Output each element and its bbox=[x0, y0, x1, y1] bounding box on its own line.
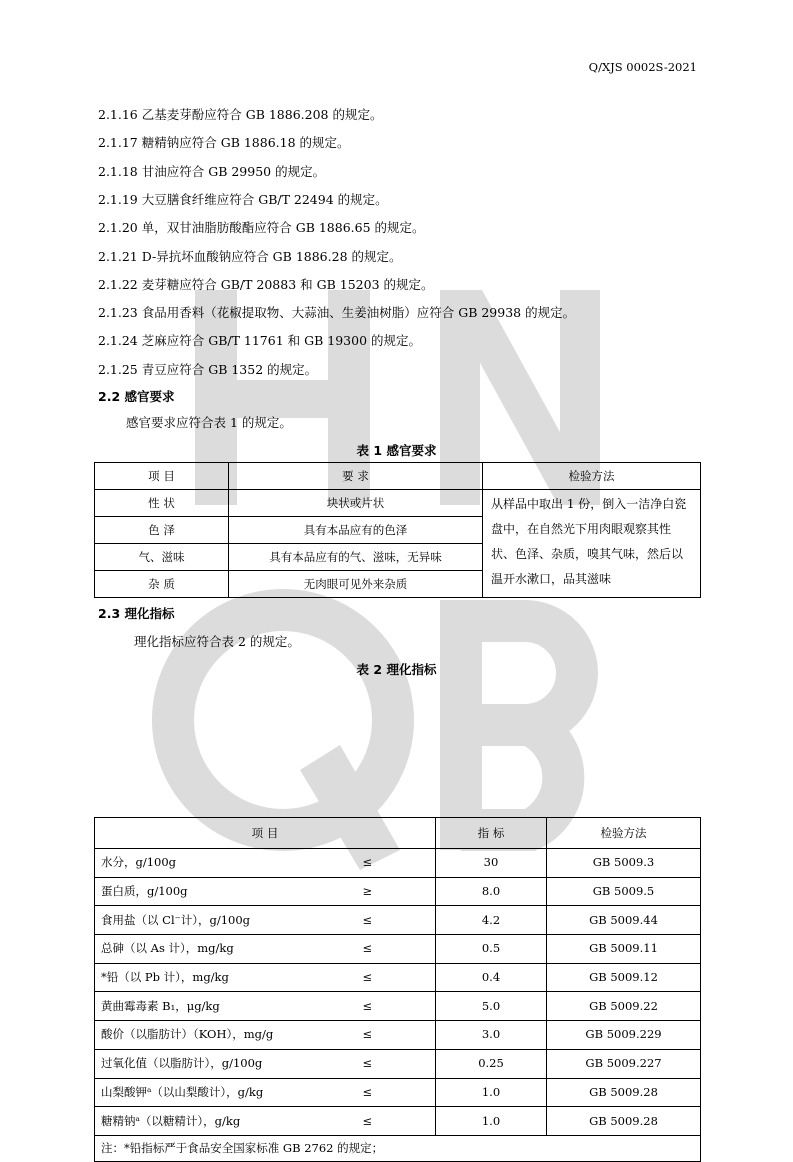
table-cell: GB 5009.28 bbox=[547, 1078, 701, 1107]
table-cell: ≥ bbox=[357, 877, 436, 906]
table-cell: 1.0 bbox=[436, 1078, 547, 1107]
table-cell: GB 5009.22 bbox=[547, 992, 701, 1021]
table-cell: 3.0 bbox=[436, 1021, 547, 1050]
table-cell: ≤ bbox=[357, 935, 436, 964]
section-text-2-2: 感官要求应符合表 1 的规定。 bbox=[126, 415, 292, 430]
table-header: 指 标 bbox=[436, 818, 547, 849]
table-header: 项 目 bbox=[95, 818, 436, 849]
table-row bbox=[95, 906, 701, 935]
table-cell: 总砷（以 As 计），mg/kg bbox=[95, 935, 357, 964]
table-cell-method: 从样品中取出 1 份，倒入一洁净白瓷盘中，在自然光下用肉眼观察其性状、色泽、杂质，嗅其气味，然后以温开水漱口，品其滋味 bbox=[483, 490, 701, 598]
table-header: 要 求 bbox=[229, 463, 483, 490]
table-cell: 0.25 bbox=[436, 1049, 547, 1078]
table-cell: 块状或片状 bbox=[229, 490, 483, 517]
table-row bbox=[95, 935, 701, 964]
table-cell: ≤ bbox=[357, 1078, 436, 1107]
clause-line: 2.1.25 青豆应符合 GB 1352 的规定。 bbox=[98, 361, 318, 377]
clause-line: 2.1.18 甘油应符合 GB 29950 的规定。 bbox=[98, 163, 326, 179]
table-cell: GB 5009.3 bbox=[547, 849, 701, 878]
clause-line: 2.1.23 食品用香料（花椒提取物、大蒜油、生姜油树脂）应符合 GB 29938 的规定。 bbox=[98, 305, 576, 321]
table-cell: ≤ bbox=[357, 1021, 436, 1050]
table-cell: GB 5009.227 bbox=[547, 1049, 701, 1078]
table-header: 项 目 bbox=[95, 463, 229, 490]
table-row bbox=[95, 1107, 701, 1136]
table-cell: 水分，g/100g bbox=[95, 849, 357, 878]
clause-line: 2.1.19 大豆膳食纤维应符合 GB/T 22494 的规定。 bbox=[98, 191, 388, 207]
table-cell: ≤ bbox=[357, 963, 436, 992]
table-cell: 4.2 bbox=[436, 906, 547, 935]
table-cell: 具有本品应有的色泽 bbox=[229, 517, 483, 544]
watermark-letter-b bbox=[440, 600, 577, 850]
table-cell: GB 5009.44 bbox=[547, 906, 701, 935]
table-cell: 1.0 bbox=[436, 1107, 547, 1136]
table-cell: 气、滋味 bbox=[95, 544, 229, 571]
table-cell: ≤ bbox=[357, 849, 436, 878]
section-heading-2-2: 2.2 感官要求 bbox=[98, 389, 175, 404]
table-note: 注：*铅指标严于食品安全国家标准 GB 2762 的规定； bbox=[95, 1135, 701, 1161]
table-cell: GB 5009.5 bbox=[547, 877, 701, 906]
table-header: 检验方法 bbox=[483, 463, 701, 490]
table-cell: GB 5009.229 bbox=[547, 1021, 701, 1050]
clause-line: 2.1.22 麦芽糖应符合 GB/T 20883 和 GB 15203 的规定。 bbox=[98, 276, 434, 292]
table2-caption: 表 2 理化指标 bbox=[356, 662, 437, 677]
table-row bbox=[95, 1049, 701, 1078]
document-code: Q/XJS 0002S-2021 bbox=[588, 60, 697, 74]
table-cell: 0.5 bbox=[436, 935, 547, 964]
table-cell: ≤ bbox=[357, 992, 436, 1021]
table1-sensory bbox=[94, 462, 701, 598]
table-cell: 无肉眼可见外来杂质 bbox=[229, 571, 483, 598]
table-cell: ≤ bbox=[357, 1107, 436, 1136]
table-cell: 8.0 bbox=[436, 877, 547, 906]
table-cell: 杂 质 bbox=[95, 571, 229, 598]
clause-line: 2.1.16 乙基麦芽酚应符合 GB 1886.208 的规定。 bbox=[98, 107, 383, 122]
table2-physicochemical bbox=[94, 817, 701, 1162]
section-heading-2-3: 2.3 理化指标 bbox=[98, 606, 175, 621]
table-cell: 过氧化值（以脂肪计），g/100g bbox=[95, 1049, 357, 1078]
table-row bbox=[95, 992, 701, 1021]
table-cell: ≤ bbox=[357, 1049, 436, 1078]
clause-line: 2.1.17 糖精钠应符合 GB 1886.18 的规定。 bbox=[98, 135, 350, 151]
table-cell: 色 泽 bbox=[95, 517, 229, 544]
table-cell: 0.4 bbox=[436, 963, 547, 992]
table-row bbox=[95, 877, 701, 906]
table-cell: 具有本品应有的气、滋味，无异味 bbox=[229, 544, 483, 571]
table-cell: *铅（以 Pb 计），mg/kg bbox=[95, 963, 357, 992]
table-cell: 蛋白质，g/100g bbox=[95, 877, 357, 906]
section-text-2-3: 理化指标应符合表 2 的规定。 bbox=[134, 634, 300, 649]
clause-line: 2.1.21 D-异抗坏血酸钠应符合 GB 1886.28 的规定。 bbox=[98, 248, 402, 264]
table-row bbox=[95, 849, 701, 878]
table-cell: GB 5009.12 bbox=[547, 963, 701, 992]
table-cell: 黄曲霉毒素 B₁，μg/kg bbox=[95, 992, 357, 1021]
clause-line: 2.1.24 芝麻应符合 GB/T 11761 和 GB 19300 的规定。 bbox=[98, 333, 421, 349]
table-cell: 糖精钠ᵃ（以糖精计），g/kg bbox=[95, 1107, 357, 1136]
table-cell: 食用盐（以 Cl⁻计），g/100g bbox=[95, 906, 357, 935]
table-cell: 山梨酸钾ᵃ（以山梨酸计），g/kg bbox=[95, 1078, 357, 1107]
table-cell: 酸价（以脂肪计）（KOH），mg/g bbox=[95, 1021, 357, 1050]
table-row bbox=[95, 963, 701, 992]
table-cell: ≤ bbox=[357, 906, 436, 935]
table-row bbox=[95, 1021, 701, 1050]
table-cell: 性 状 bbox=[95, 490, 229, 517]
table-header: 检验方法 bbox=[547, 818, 701, 849]
table-cell: 5.0 bbox=[436, 992, 547, 1021]
table-cell: 30 bbox=[436, 849, 547, 878]
table-row bbox=[95, 1078, 701, 1107]
table-cell: GB 5009.11 bbox=[547, 935, 701, 964]
table1-caption: 表 1 感官要求 bbox=[356, 443, 437, 458]
clause-line: 2.1.20 单，双甘油脂肪酸酯应符合 GB 1886.65 的规定。 bbox=[98, 220, 425, 236]
table-cell: GB 5009.28 bbox=[547, 1107, 701, 1136]
